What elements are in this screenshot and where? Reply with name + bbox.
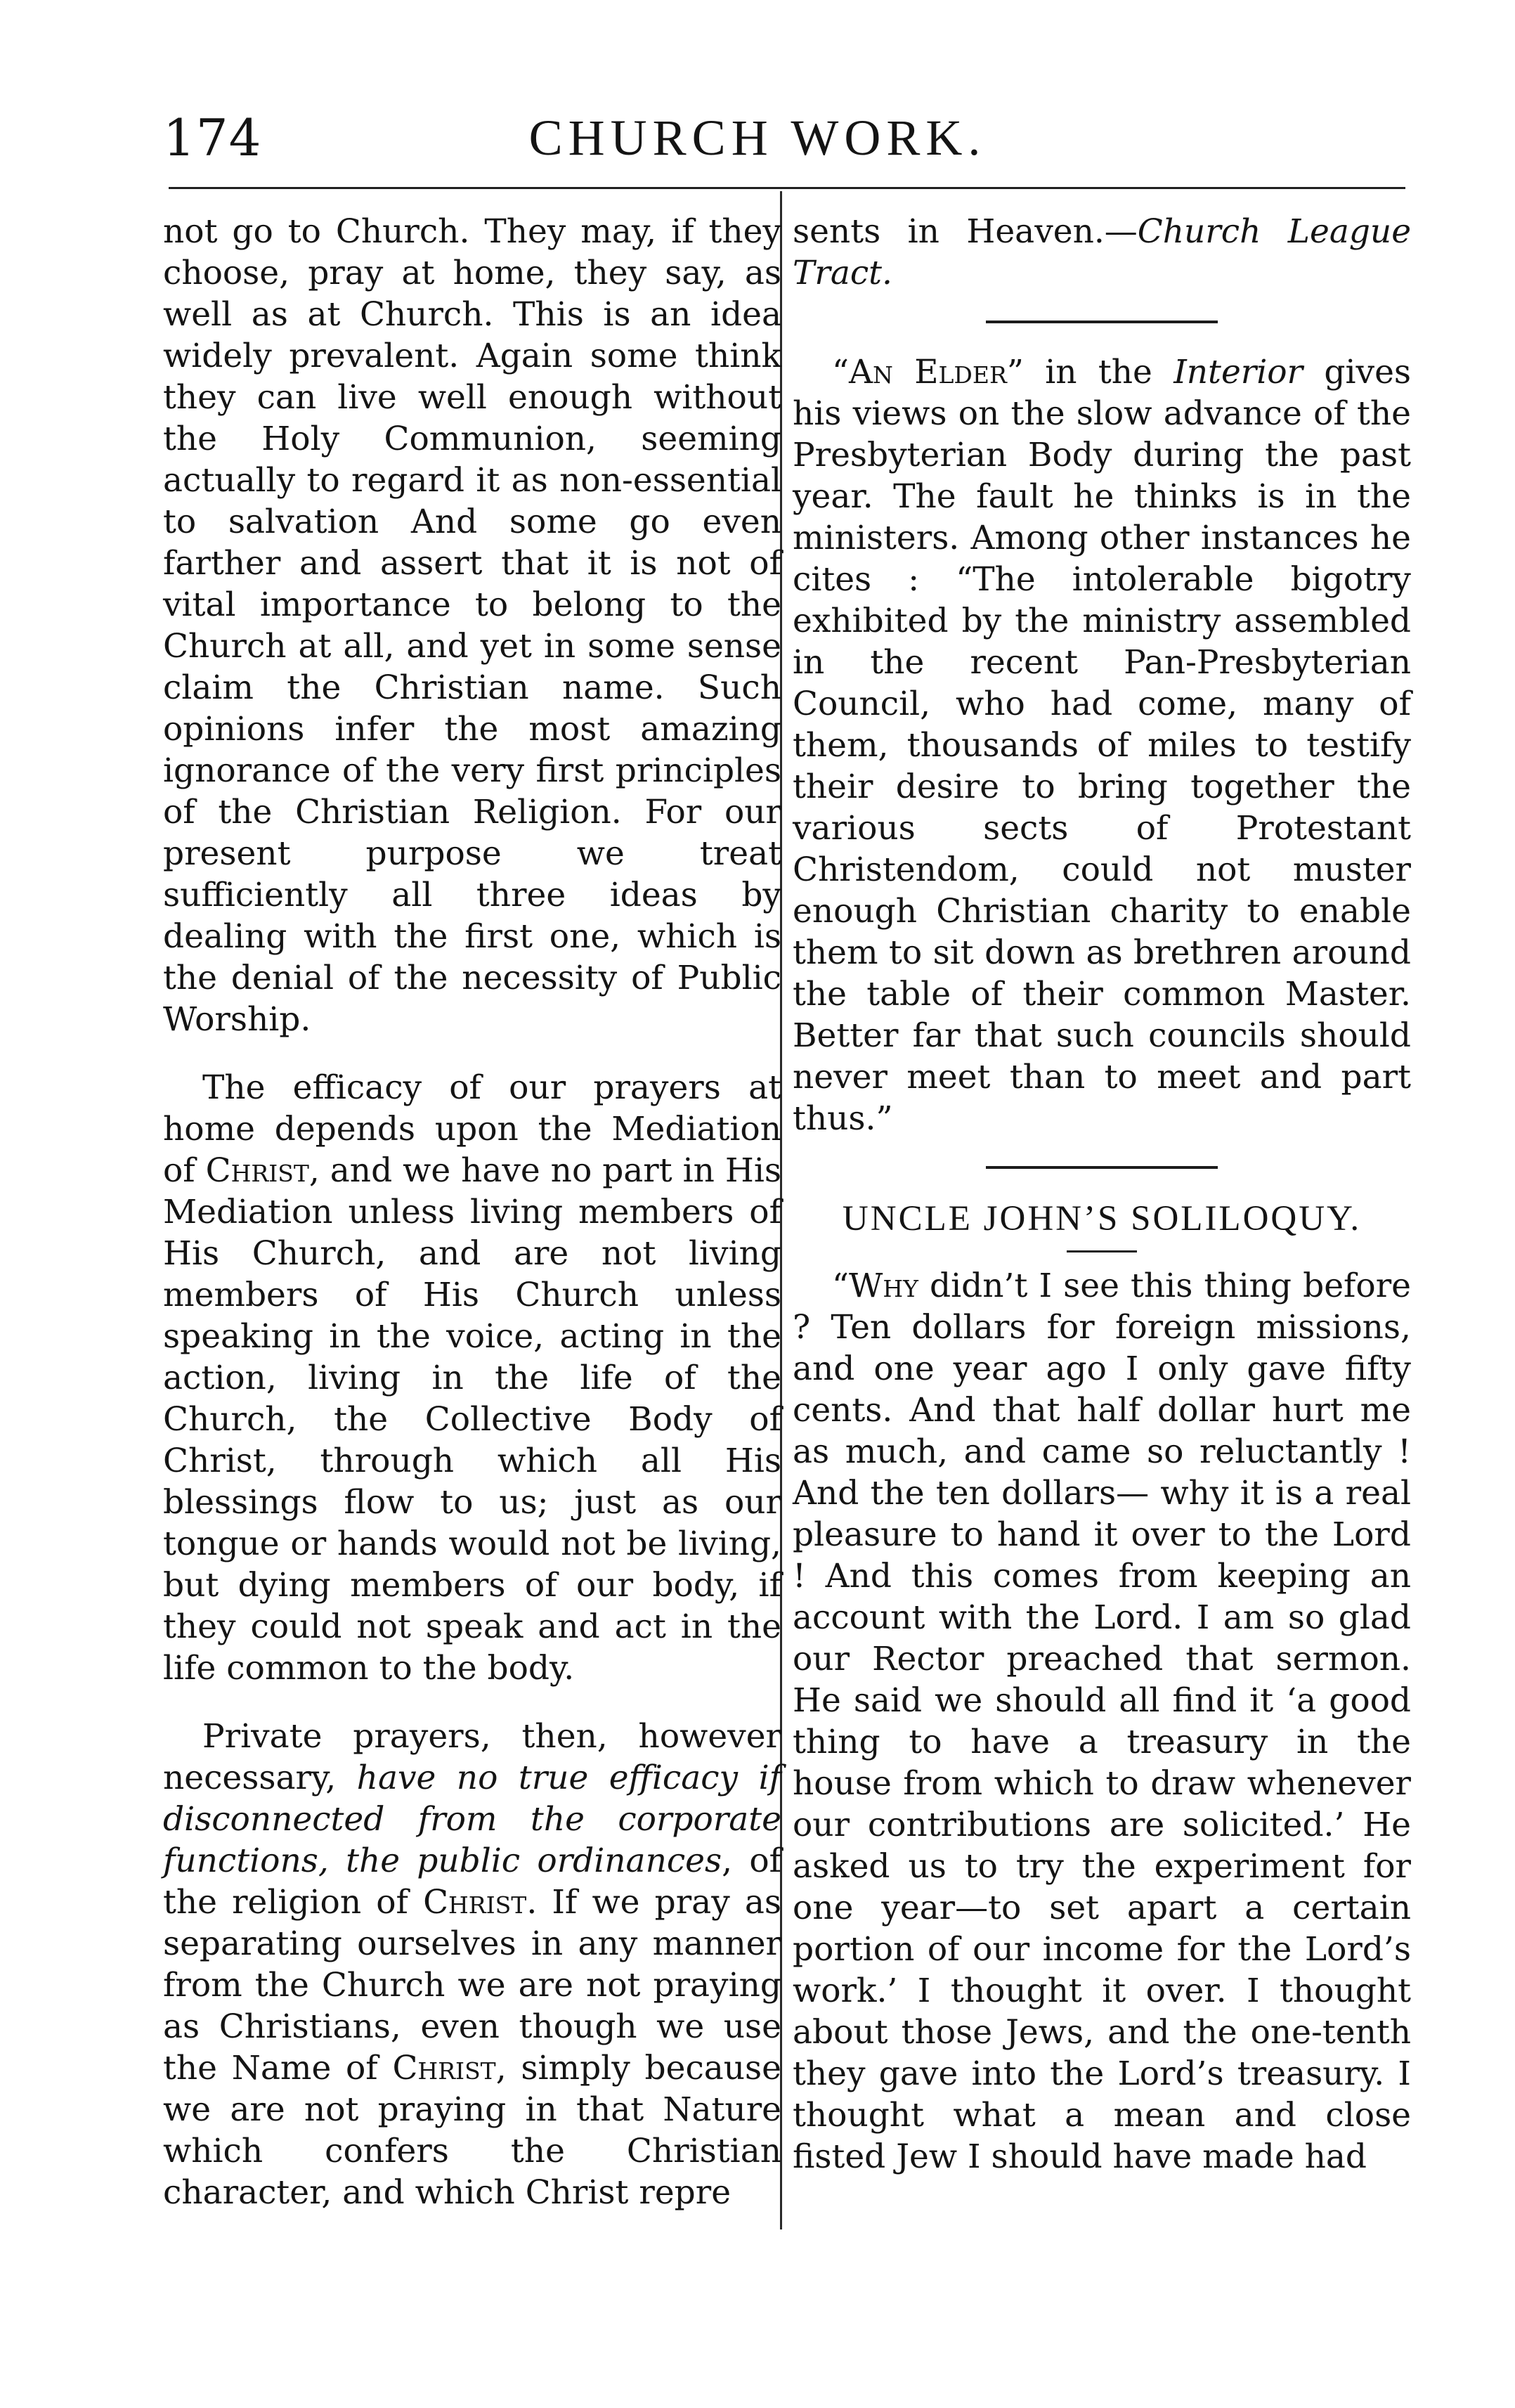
small-caps-why: Why — [849, 1267, 918, 1305]
text-run: sents in Heaven.— — [793, 212, 1138, 251]
section-rule — [986, 321, 1218, 323]
small-caps-elder: An Elder — [849, 353, 1007, 391]
text-run: . If we pray as separating ourselves in any manner from the Church we are not praying as Christians, even though we use the Name of — [163, 1883, 781, 2087]
text-run: Private prayers, then, however necessary, — [163, 1717, 781, 1797]
text-run: , of the religion of — [163, 1841, 782, 1922]
paragraph-right-1 — [793, 211, 1411, 294]
text-run: , simply because we are not praying in that Nature which confers the Christian character, and which Christ repre — [163, 2049, 781, 2212]
text-run: “ — [832, 353, 850, 391]
left-column — [163, 211, 781, 2240]
paragraph-left-2 — [163, 1067, 781, 1689]
paragraph-left-3 — [163, 1716, 781, 2213]
small-caps-christ: Christ — [423, 1883, 527, 1922]
text-run: didn’t I see this thing before ? Ten dollars for foreign missions, and one year ago I only gave fifty cents. And that half dollar hurt me as much, and came so reluctantly ! And the ten dollars— why it is a real pleasure to hand it over to the Lord ! And this comes from keeping an account with the Lord. I am so glad our Rector preached that sermon. He said we should all find it ‘a good thing to have a treasury in the house from which to draw whenever our contributions are solicited.’ He asked us to try the experiment for one year—to set apart a certain portion of our income for the Lord’s work.’ I thought it over. I thought about those Jews, and the one-tenth they gave into the Lord’s treasury. I thought what a mean and close fisted Jew I should have made had — [793, 1267, 1411, 2176]
small-caps-christ: Christ — [205, 1151, 309, 1190]
text-run: gives his views on the slow advance of the Presbyterian Body during the past year. The fault he thinks is in the ministers. Among other instances he cites : “The intolerable bigotry exhibited by the ministry assembled in the recent Pan-Presbyterian Council, who had come, many of them, thousands of miles to testify their desire to bring together the various sects of Protestant Christendom, could not muster enough Christian charity to enable them to sit down as brethren around the table of their common Master. Better far that such councils should never meet than to meet and part thus.” — [793, 353, 1411, 1138]
small-caps-christ: Christ — [392, 2049, 496, 2087]
text-run: ” in the — [1006, 353, 1174, 391]
italic-phrase: have no true efficacy if disconnected from the corporate functions, the public ordinances — [163, 1759, 781, 1880]
section-heading: UNCLE JOHN’S SOLILOQUY. — [842, 1199, 1362, 1238]
text-run: The efficacy of our prayers at home depends upon the Mediation of — [163, 1068, 781, 1190]
paragraph-right-2 — [793, 351, 1411, 1139]
header-rule — [169, 187, 1405, 189]
running-title: CHURCH WORK. — [528, 110, 987, 166]
heading-rule — [1067, 1250, 1137, 1252]
source-citation: Church League Tract. — [793, 212, 1412, 292]
text-run: , and we have no part in His Mediation unless living members of His Church, and are not living members of His Church unless speaking in the voice, acting in the action, living in the life of the Church, the Collective Body of Christ, through which all His blessings flow to us; just as our tongue or hands would not be living, but dying members of our body, if they could not speak and act in the life common to the body. — [163, 1151, 781, 1688]
italic-publication: Interior — [1173, 353, 1303, 391]
section-rule — [986, 1166, 1218, 1169]
paragraph-right-3 — [793, 1265, 1411, 2177]
text-run: “ — [832, 1267, 850, 1305]
paragraph-left-1: not go to Church. They may, if they choose, pray at home, they say, as well as at Church. This is an idea widely prevalent. Again some think they can live well enough without the Holy Communion, seeming actually to regard it as non-essential to salvation And some go even farther and assert that it is not of vital importance to belong to the Church at all, and yet in some sense claim the Christian name. Such opinions infer the most amazing ignorance of the very first principles of the Christian Religion. For our present purpose we treat sufficiently all three ideas by dealing with the first one, which is the denial of the necessity of Public Worship. — [163, 212, 781, 1039]
page-number: 174 — [163, 108, 262, 167]
right-column — [793, 211, 1411, 2204]
